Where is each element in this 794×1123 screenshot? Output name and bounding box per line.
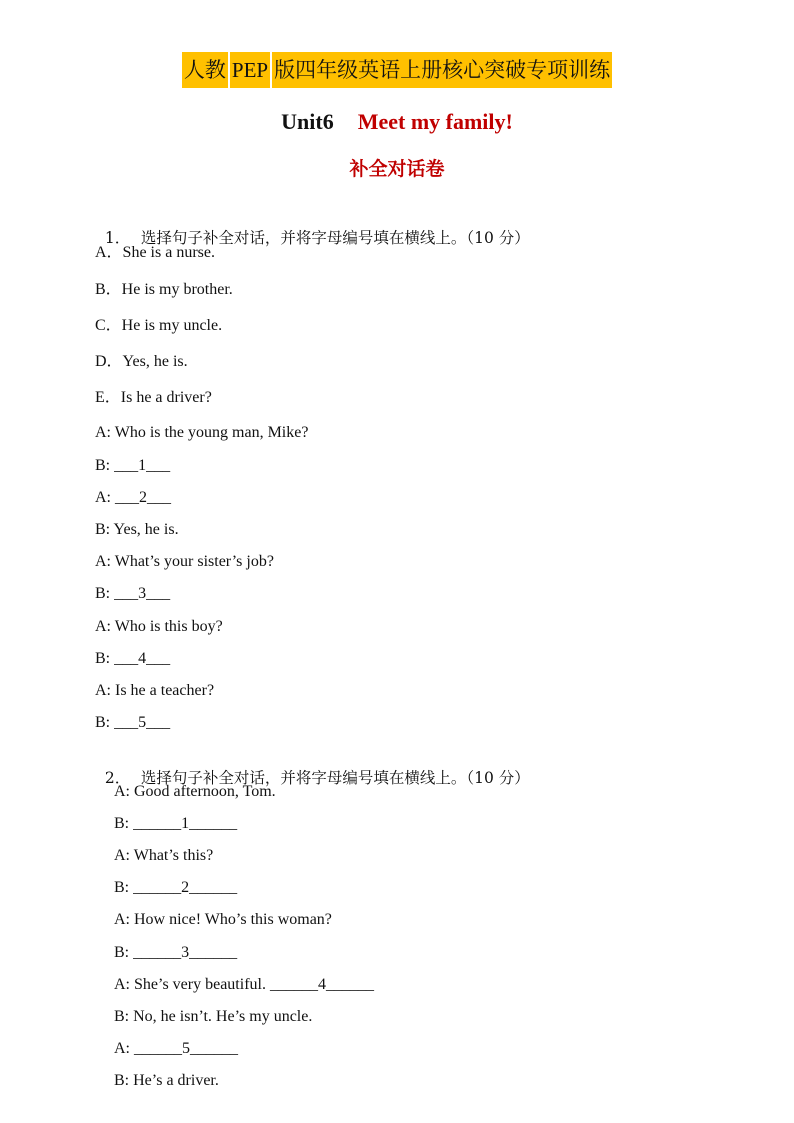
dialogue-blank-line: B: ___3___ [95,585,171,602]
document-title [0,52,794,88]
dialogue-blank-line: B: ______1______ [114,815,238,832]
title-segment: 人教 [182,52,228,88]
dialogue-line: A: Good afternoon, Tom. [114,783,276,800]
option-b: B．He is my brother. [95,281,233,298]
paper-subtitle: 补全对话卷 [349,158,445,180]
dialogue-line: B: Yes, he is. [95,521,179,538]
dialogue-blank-line: A: She’s very beautiful. ______4______ [114,976,374,993]
unit-heading [0,107,794,137]
question-instruction: 选择句子补全对话，并将字母编号填在横线上。（10 分） [140,769,530,787]
dialogue-line: A: How nice! Who’s this woman? [114,911,332,928]
dialogue-line: A: What’s this? [114,847,214,864]
title-segment: 版四年级英语上册核心突破专项训练 [272,52,612,88]
dialogue-blank-line: B: ______3______ [114,944,238,961]
dialogue-blank-line: B: ______2______ [114,879,238,896]
unit-name: Meet my family! [357,109,513,134]
dialogue-blank-line: B: ___1___ [95,457,171,474]
dialogue-line: A: Who is this boy? [95,618,223,635]
dialogue-blank-line: A: ___2___ [95,489,171,506]
question-instruction: 选择句子补全对话，并将字母编号填在横线上。（10 分） [140,229,530,247]
dialogue-blank-line: A: ______5______ [114,1040,238,1057]
question-number: 1． [104,229,131,247]
option-c: C．He is my uncle. [95,317,223,334]
option-d: D．Yes, he is. [95,353,188,370]
dialogue-line: B: No, he isn’t. He’s my uncle. [114,1008,313,1025]
dialogue-line: A: What’s your sister’s job? [95,553,274,570]
question-number: 2． [104,769,131,787]
dialogue-blank-line: B: ___5___ [95,714,171,731]
dialogue-blank-line: B: ___4___ [95,650,171,667]
option-a: A．She is a nurse. [95,244,215,261]
dialogue-line: B: He’s a driver. [114,1072,219,1089]
dialogue-line: A: Is he a teacher? [95,682,215,699]
dialogue-line: A: Who is the young man, Mike? [95,424,309,441]
option-e: E．Is he a driver? [95,389,212,406]
title-segment: PEP [230,52,270,88]
unit-number: Unit6 [281,109,334,134]
